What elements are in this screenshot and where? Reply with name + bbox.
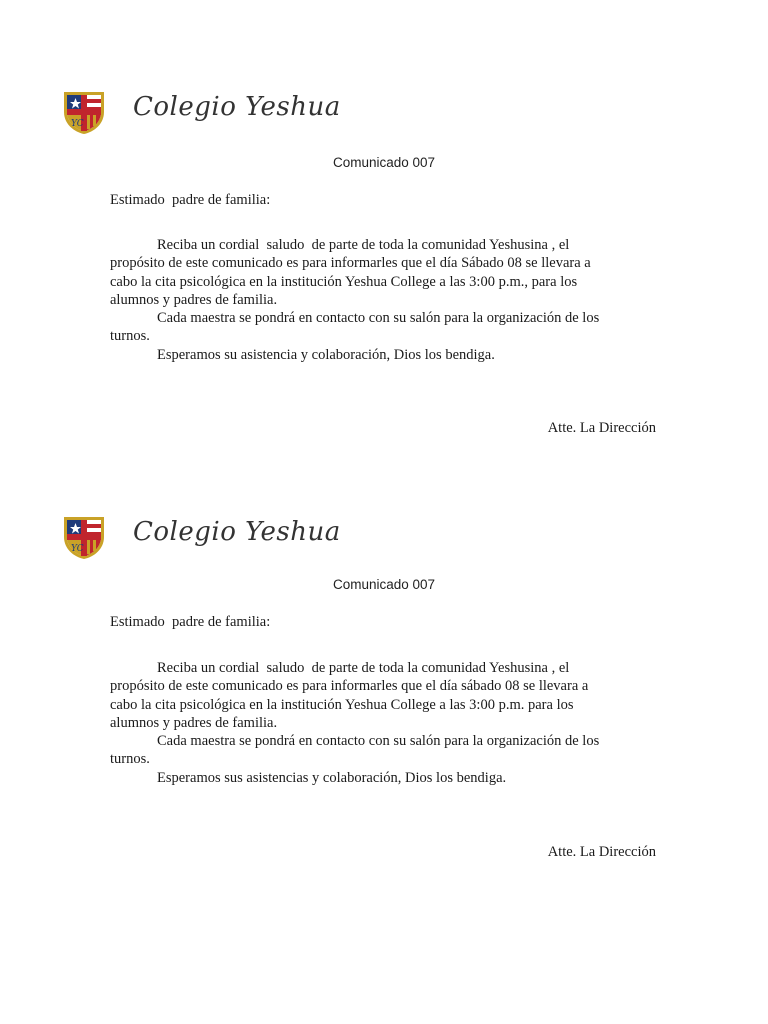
school-name: Colegio Yeshua [133, 517, 341, 547]
memo-letter [0, 423, 768, 860]
memo-letter [0, 0, 768, 436]
school-crest-icon [60, 513, 108, 561]
body-line: cabo la cita psicológica en la institución Yeshua College a las 3:00 p.m. para los [110, 696, 574, 713]
school-crest-icon [60, 88, 108, 136]
memo-body [110, 236, 650, 364]
memo-title: Comunicado 007 [332, 155, 436, 170]
body-line: cabo la cita psicológica en la institución Yeshua College a las 3:00 p.m., para los [110, 273, 578, 290]
body-line: Cada maestra se pondrá en contacto con su salón para la organización de los [157, 733, 600, 750]
memo-body [110, 659, 650, 787]
signature: Atte. La Dirección [547, 844, 656, 860]
greeting: Estimado padre de familia: [110, 192, 271, 208]
body-line: Reciba un cordial saludo de parte de toda la comunidad Yeshusina , el [157, 660, 570, 676]
body-line: alumnos y padres de familia. [110, 714, 278, 731]
body-line: Cada maestra se pondrá en contacto con su salón para la organización de los [157, 310, 600, 327]
body-line: propósito de este comunicado es para informarles que el día sábado 08 se llevara a [110, 678, 589, 695]
svg-text:YC: YC [71, 544, 84, 554]
body-line: turnos. [110, 328, 150, 345]
school-name: Colegio Yeshua [133, 92, 341, 122]
body-line: alumnos y padres de familia. [110, 291, 278, 308]
memo-title: Comunicado 007 [332, 577, 436, 592]
body-line: propósito de este comunicado es para informarles que el día Sábado 08 se llevara a [110, 255, 591, 272]
body-line: Esperamos su asistencia y colaboración, Dios los bendiga. [157, 346, 495, 363]
svg-text:YC: YC [71, 119, 84, 129]
body-line: Reciba un cordial saludo de parte de toda la comunidad Yeshusina , el [157, 237, 570, 253]
body-line: turnos. [110, 751, 150, 768]
signature: Atte. La Dirección [547, 420, 656, 436]
greeting: Estimado padre de familia: [110, 614, 271, 630]
body-line: Esperamos sus asistencias y colaboración, Dios los bendiga. [157, 769, 507, 786]
